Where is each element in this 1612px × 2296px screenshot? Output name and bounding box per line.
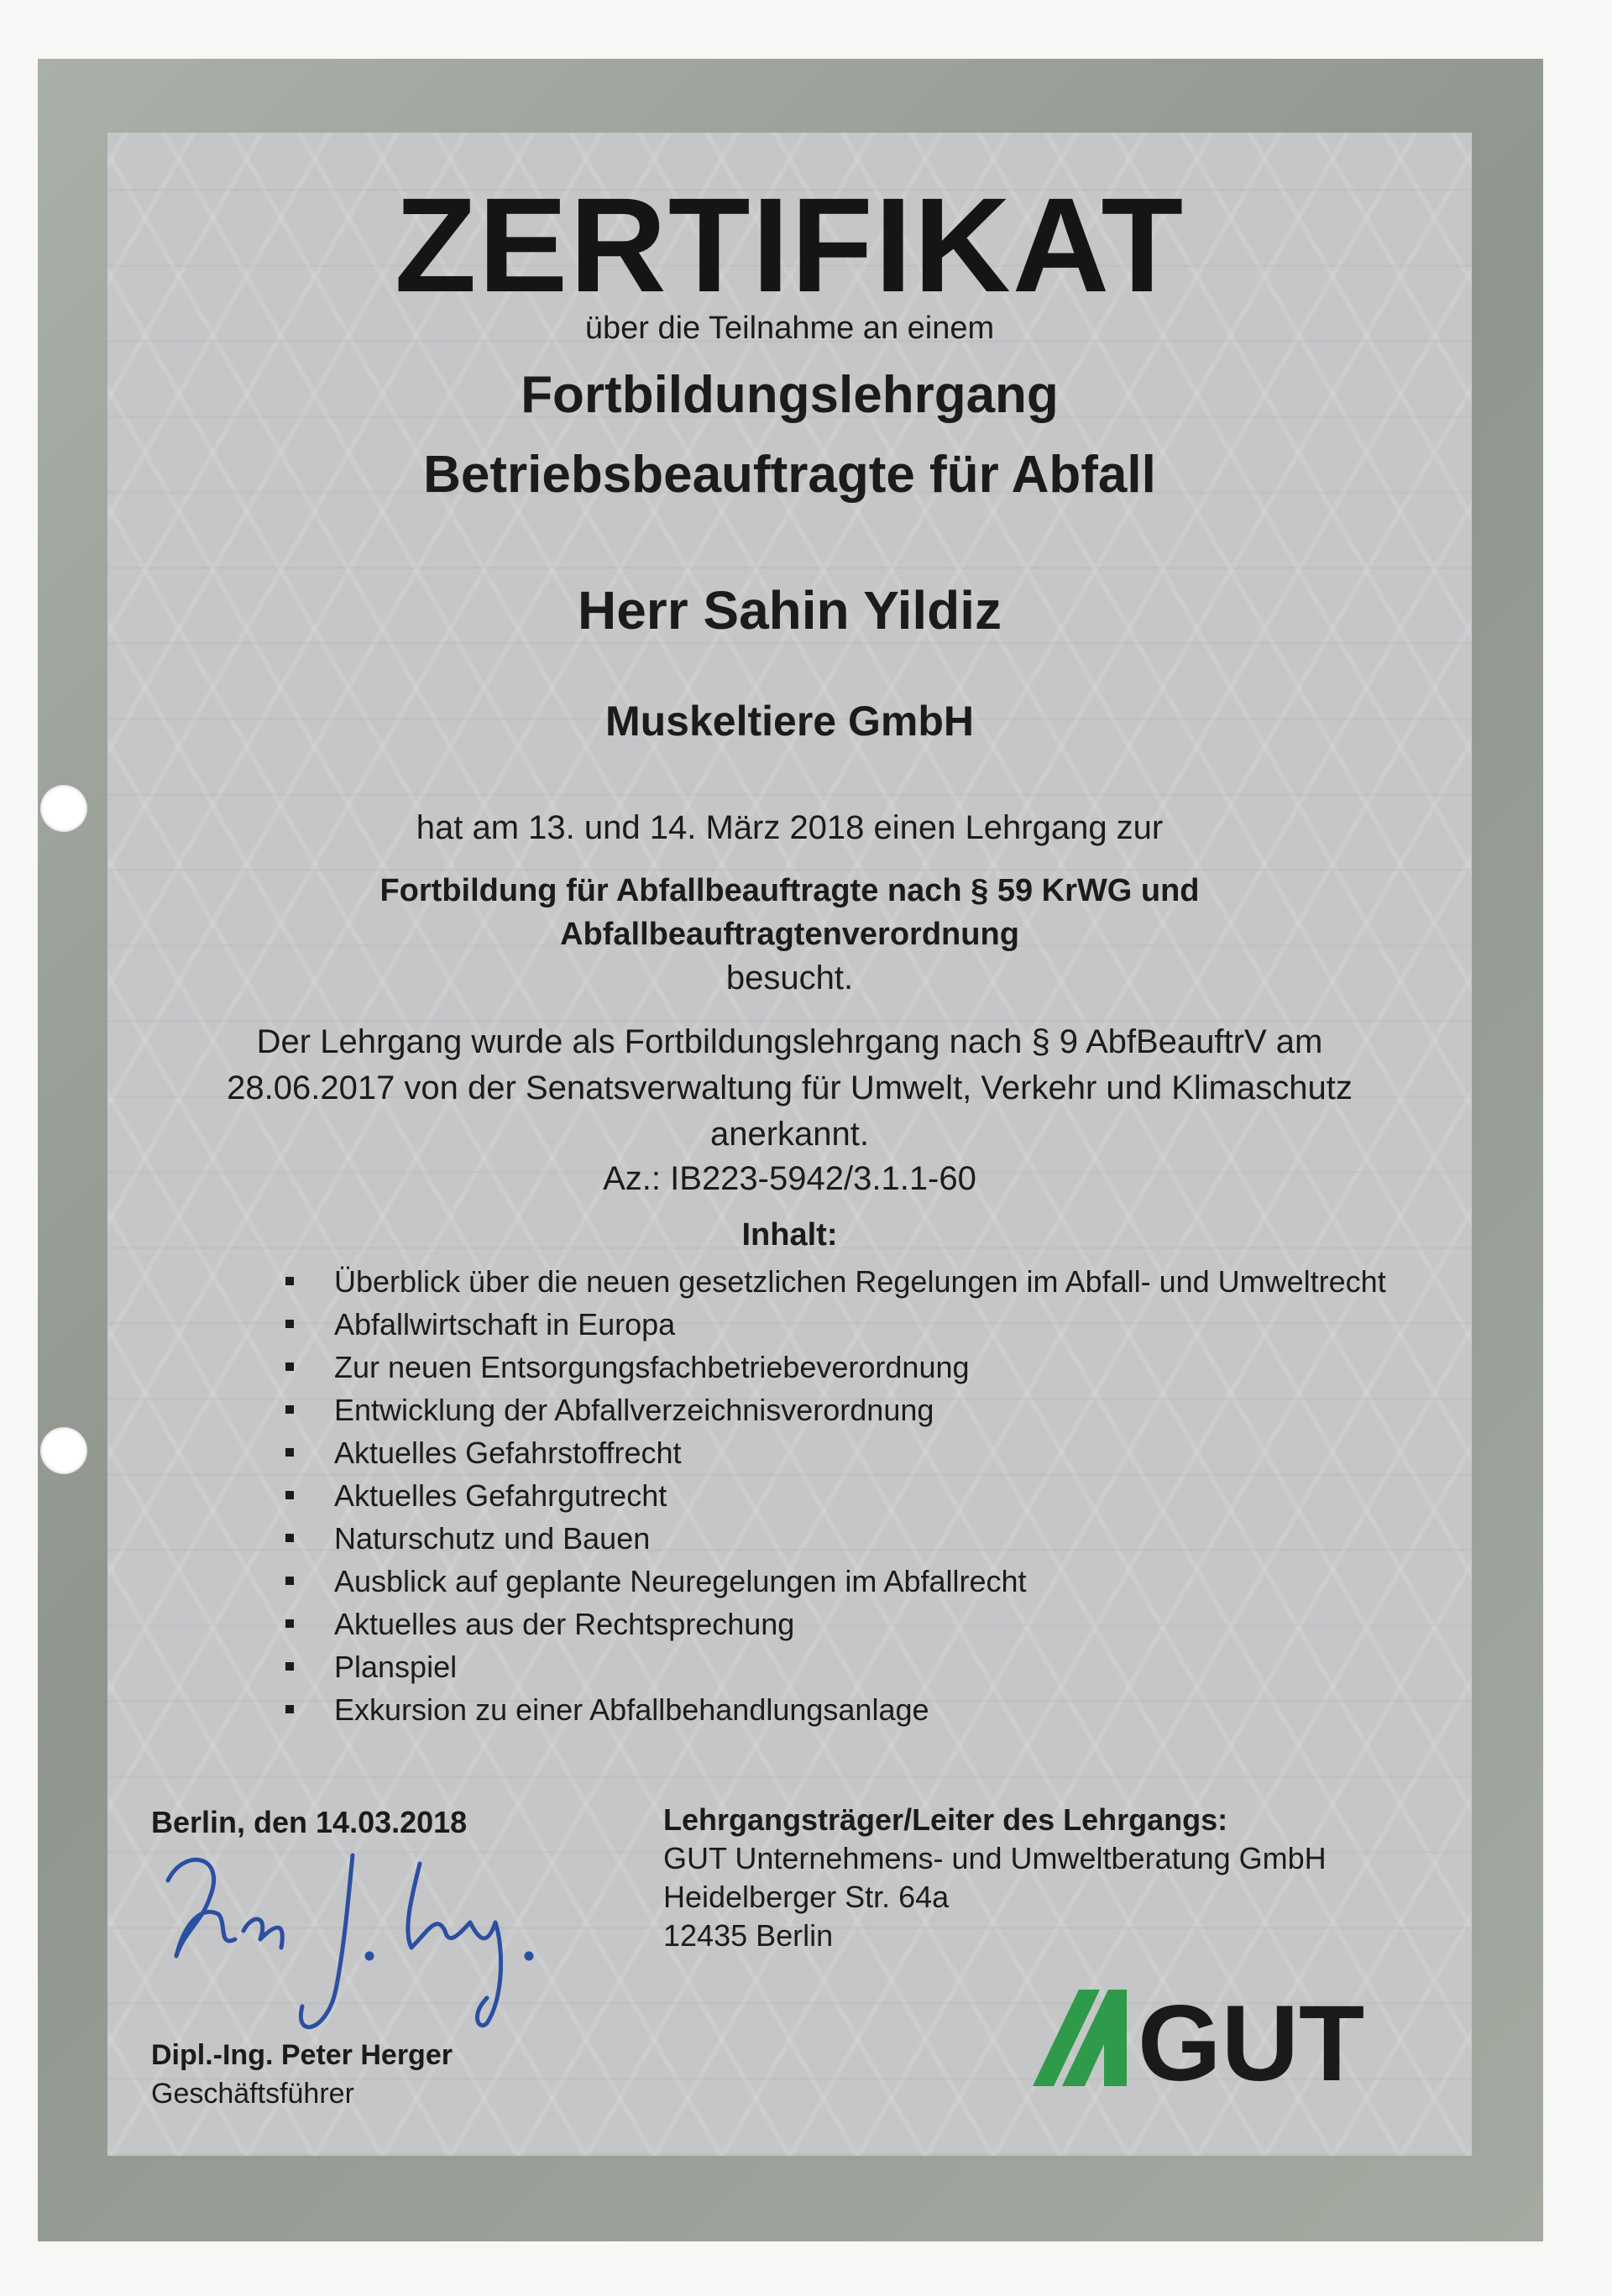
punch-hole-bottom <box>40 1427 87 1474</box>
list-item: Exkursion zu einer Abfallbehandlungsanlage <box>285 1692 1427 1729</box>
course-title-line2: Betriebsbeauftragte für Abfall <box>423 446 1156 504</box>
attendance-text: hat am 13. und 14. März 2018 einen Lehrgang zur <box>416 809 1164 846</box>
list-item: Abfallwirtschaft in Europa <box>285 1306 1427 1343</box>
handwritten-signature <box>134 1830 571 2065</box>
content-list <box>285 1263 1427 1734</box>
provider-street: Heidelberger Str. 64a <box>663 1880 950 1914</box>
signer-name: Dipl.-Ing. Peter Herger <box>151 2039 453 2071</box>
recognition-line3: anerkannt. <box>709 1116 870 1153</box>
provider-heading: Lehrgangsträger/Leiter des Lehrgangs: <box>663 1802 1228 1837</box>
recipient-company: Muskeltiere GmbH <box>604 698 974 745</box>
list-item: Ausblick auf geplante Neuregelungen im Abfallrecht <box>285 1563 1427 1600</box>
place-date: Berlin, den 14.03.2018 <box>151 1805 468 1839</box>
topic-line2: Abfallbeauftragtenverordnung <box>560 917 1019 952</box>
visited-text: besucht. <box>725 960 854 996</box>
provider-block <box>663 1801 1327 1955</box>
recognition-line1: Der Lehrgang wurde als Fortbildungslehrgang nach § 9 AbfBeauftrV am <box>256 1023 1323 1060</box>
topic-line1: Fortbildung für Abfallbeauftragte nach § 59 KrWG und <box>379 873 1200 908</box>
recognition-line2: 28.06.2017 von der Senatsverwaltung für Umwelt, Verkehr und Klimaschutz <box>227 1070 1353 1106</box>
list-item: Aktuelles Gefahrgutrecht <box>285 1477 1427 1514</box>
content-heading: Inhalt: <box>741 1217 838 1253</box>
signer-role: Geschäftsführer <box>151 2078 354 2110</box>
punch-hole-top <box>40 785 87 832</box>
gut-logo-text: GUT <box>1138 1984 1365 2090</box>
course-title-line1: Fortbildungslehrgang <box>521 366 1059 424</box>
certificate-intro: über die Teilnahme an einem <box>584 311 995 346</box>
list-item: Aktuelles Gefahrstoffrecht <box>285 1435 1427 1472</box>
list-item: Aktuelles aus der Rechtsprechung <box>285 1606 1427 1643</box>
certificate-title: ZERTIFIKAT <box>394 170 1185 320</box>
provider-name: GUT Unternehmens- und Umweltberatung GmbH <box>663 1841 1327 1875</box>
recipient-name: Herr Sahin Yildiz <box>577 580 1002 641</box>
list-item: Planspiel <box>285 1649 1427 1686</box>
list-item: Naturschutz und Bauen <box>285 1520 1427 1557</box>
list-item: Überblick über die neuen gesetzlichen Regelungen im Abfall- und Umweltrecht <box>285 1263 1427 1300</box>
list-item: Entwicklung der Abfallverzeichnisverordnung <box>285 1392 1427 1429</box>
reference-number: Az.: IB223-5942/3.1.1-60 <box>603 1160 976 1197</box>
gut-logo <box>1033 1981 1402 2090</box>
signer-block <box>151 2036 453 2113</box>
list-item: Zur neuen Entsorgungsfachbetriebeverordnung <box>285 1349 1427 1386</box>
provider-city: 12435 Berlin <box>663 1918 834 1953</box>
